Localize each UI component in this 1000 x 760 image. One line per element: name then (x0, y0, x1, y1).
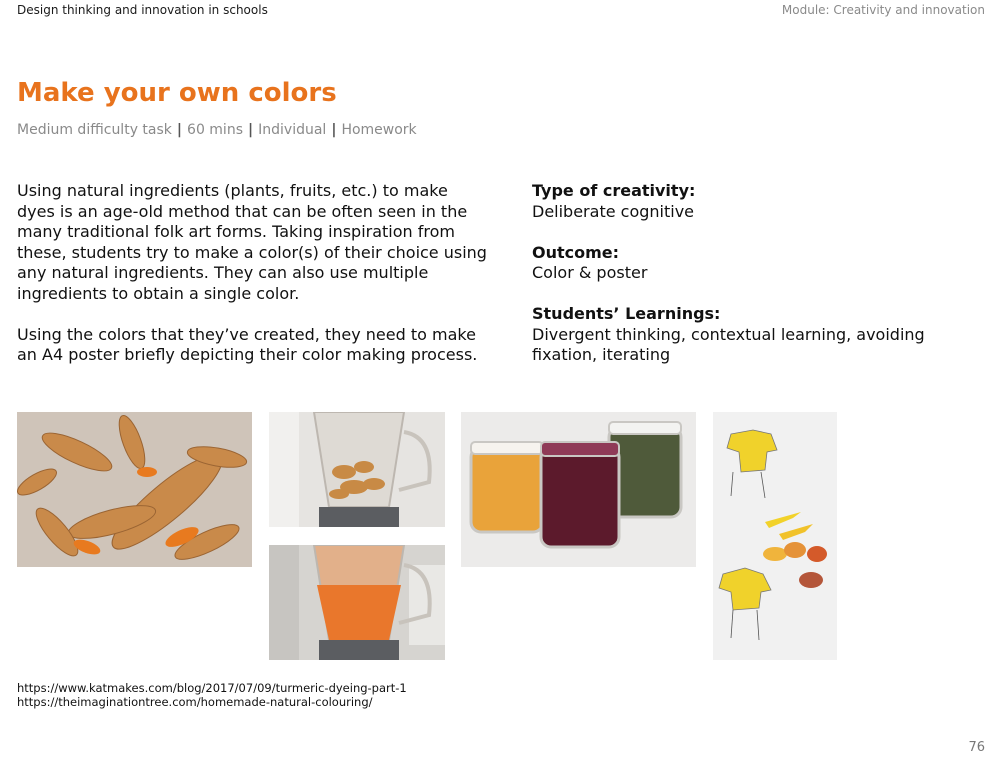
task-meta: Medium difficulty task | 60 mins | Individual | Homework (17, 122, 417, 138)
learnings-label: Students’ Learnings: (532, 304, 721, 323)
dye-jars-photo (461, 412, 696, 567)
header-course-title: Design thinking and innovation in schools (17, 3, 268, 17)
page-title: Make your own colors (17, 78, 337, 108)
blender-orange-puree-photo (269, 545, 445, 660)
reference-links (17, 681, 407, 709)
outcome-value: Color & poster (532, 263, 648, 282)
turmeric-roots-photo (17, 412, 252, 567)
outcome-label: Outcome: (532, 242, 620, 262)
outcome-block (532, 243, 987, 284)
creativity-block (532, 181, 987, 222)
blender-turmeric-pieces-photo (269, 412, 445, 527)
color-sketch-photo (713, 412, 837, 660)
description-paragraph-1: Using natural ingredients (plants, fruits, etc.) to make dyes is an age-old method that can be often seen in the many traditional folk art forms. Taking inspiration from these, students try to make a color(s) of their choice using any natural ingredients. They can also use multiple ingredients to obtain a single color. (17, 181, 487, 303)
creativity-value: Deliberate cognitive (532, 201, 694, 221)
page-number: 76 (968, 740, 985, 755)
header-module-title: Module: Creativity and innovation (781, 3, 985, 17)
meta-difficulty: Medium difficulty task (17, 122, 172, 138)
description-paragraph-2: Using the colors that they’ve created, they need to make an A4 poster briefly depicting their color making process. (17, 324, 478, 364)
meta-duration: 60 mins (187, 122, 243, 138)
task-info (532, 181, 987, 386)
reference-link[interactable]: https://theimaginationtree.com/homemade-natural-colouring/ (17, 695, 373, 709)
meta-mode: Individual (258, 122, 327, 138)
learnings-block (532, 304, 987, 366)
reference-link[interactable]: https://www.katmakes.com/blog/2017/07/09/turmeric-dyeing-part-1 (17, 681, 407, 695)
learnings-value: Divergent thinking, contextual learning, avoiding fixation, iterating (532, 324, 925, 364)
meta-type: Homework (341, 122, 417, 138)
creativity-label: Type of creativity: (532, 181, 696, 200)
task-description (17, 181, 487, 386)
